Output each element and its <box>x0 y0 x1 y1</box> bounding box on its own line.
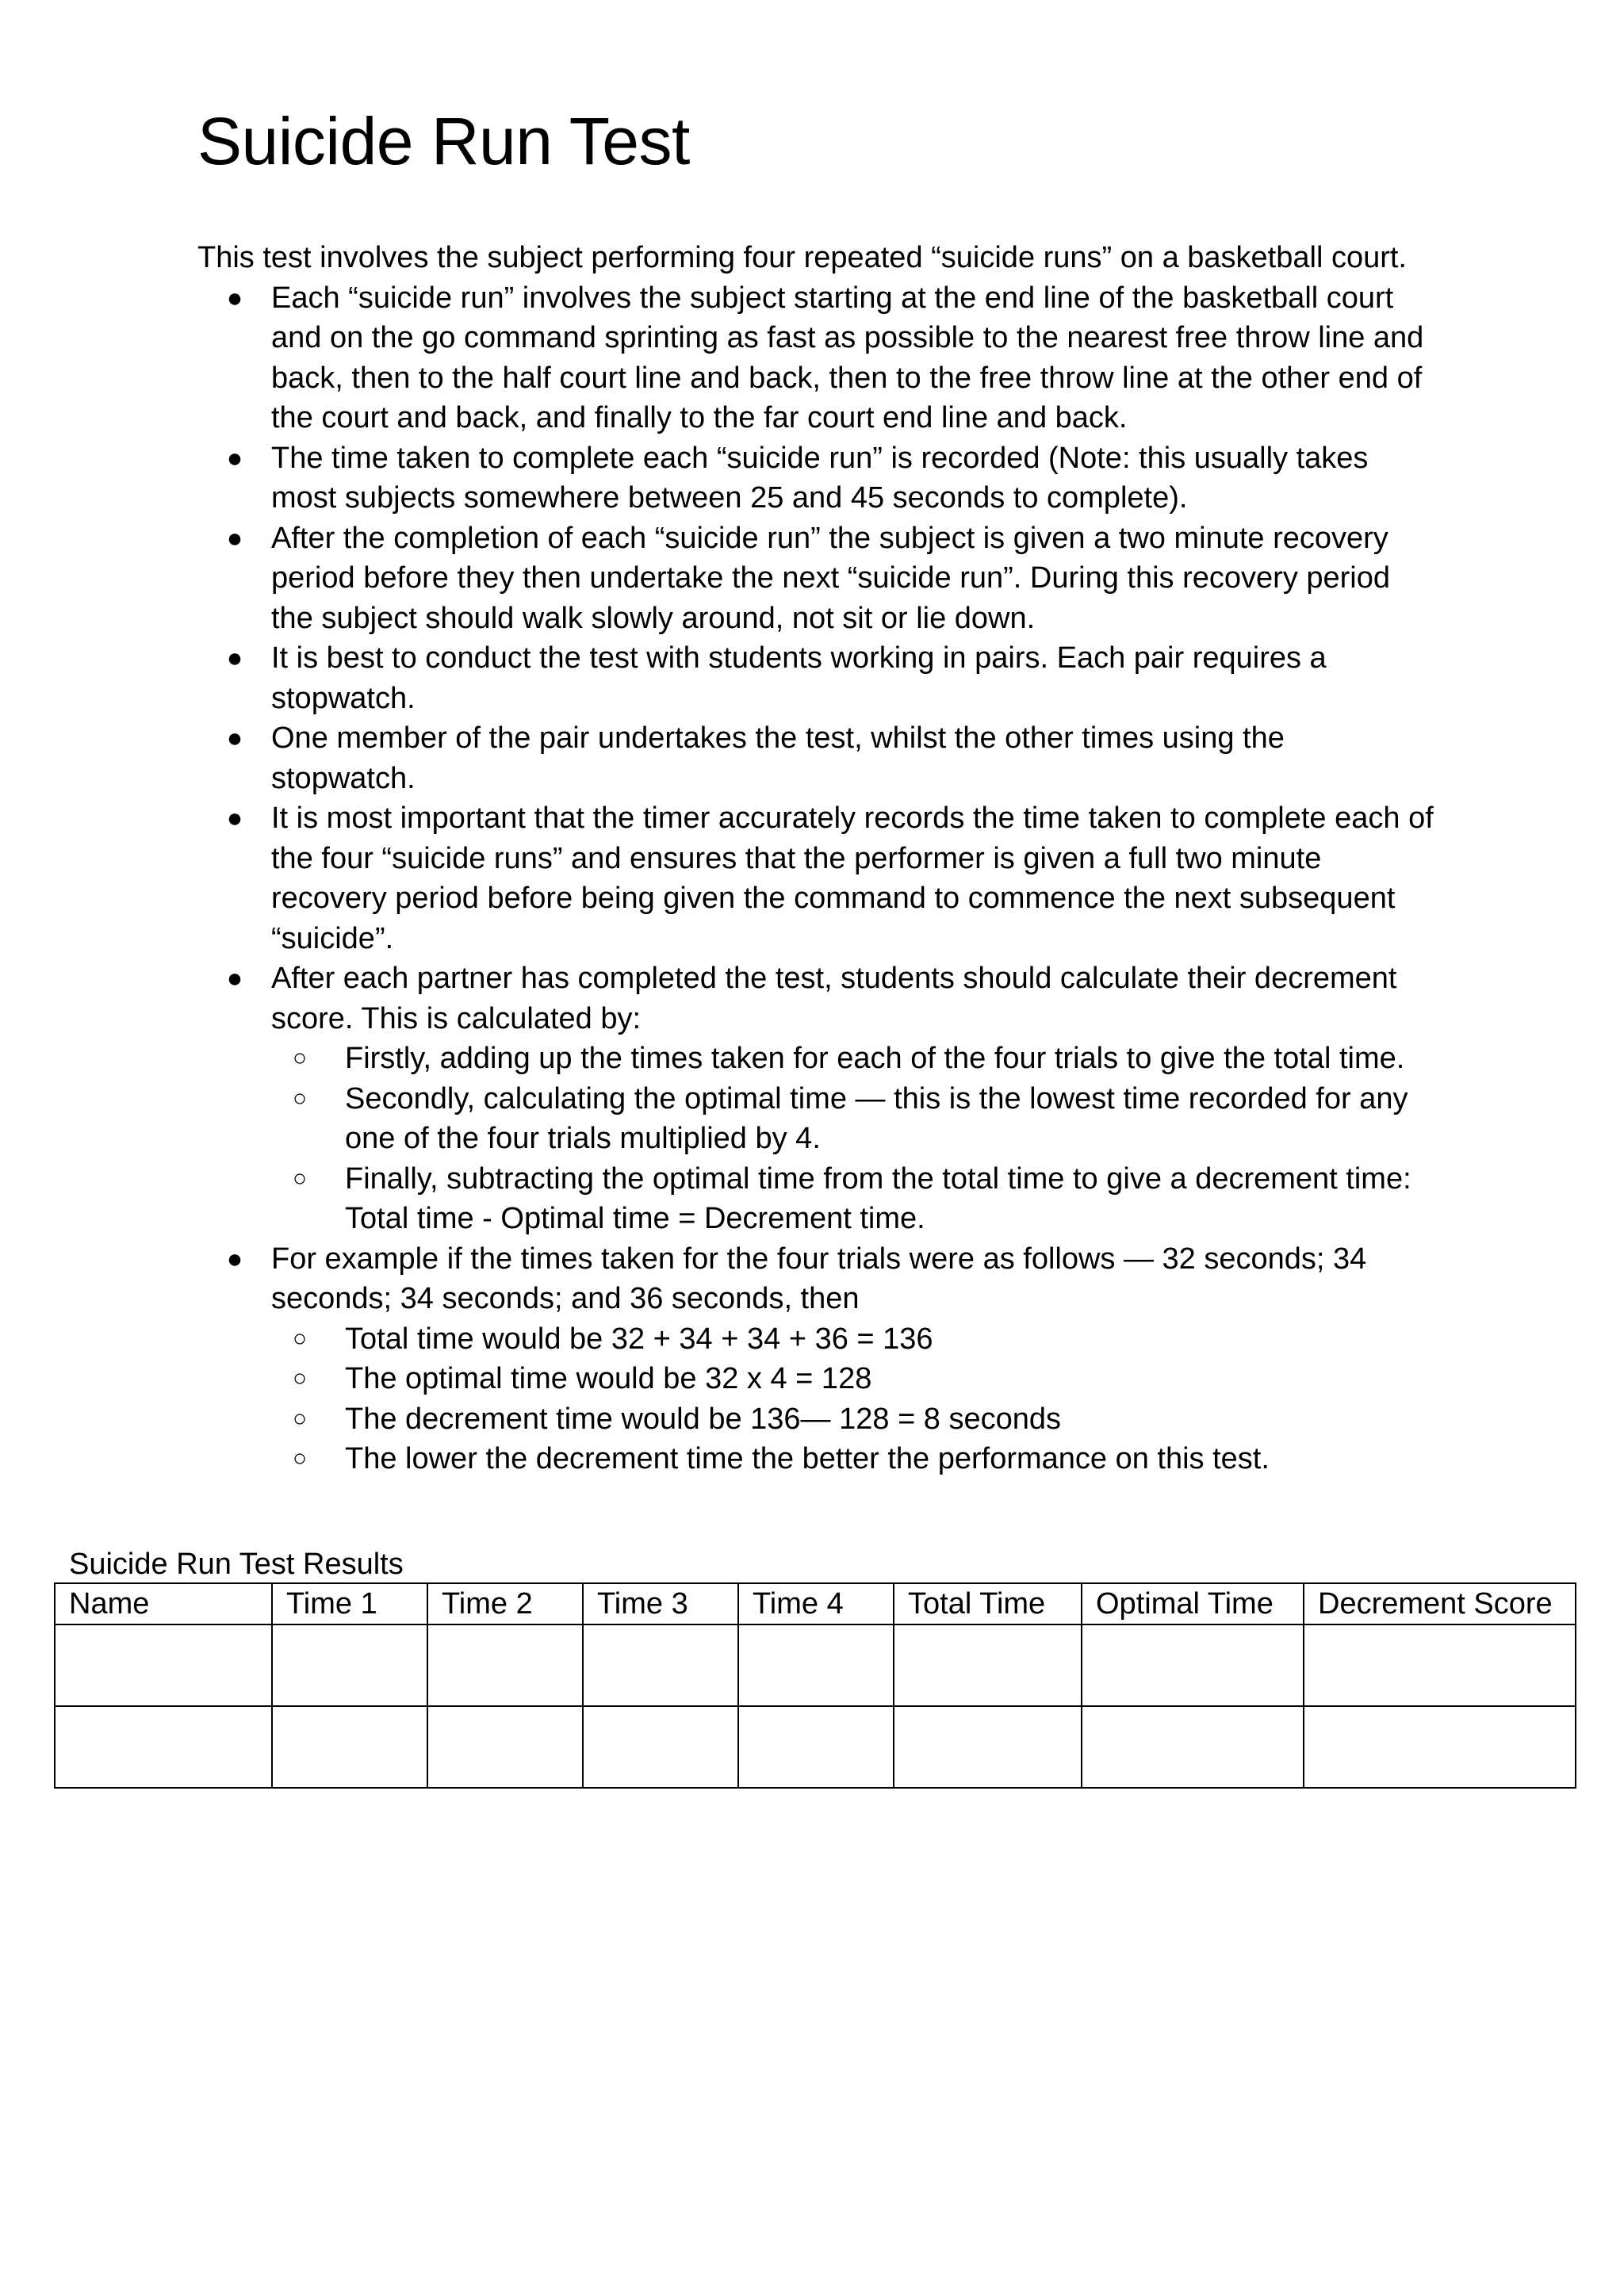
column-header-name: Name <box>55 1583 272 1624</box>
sub-list-item <box>271 1359 1434 1399</box>
document-body <box>197 101 1434 1479</box>
column-header-time-4: Time 4 <box>738 1583 894 1624</box>
table-cell <box>1082 1706 1304 1788</box>
column-header-optimal-time: Optimal Time <box>1082 1583 1304 1624</box>
table-cell <box>427 1706 583 1788</box>
table-cell <box>55 1624 272 1706</box>
sub-list-item <box>271 1079 1434 1159</box>
list-item-text: One member of the pair undertakes the test, whilst the other times using the stopwatch. <box>271 721 1285 795</box>
sub-list-item <box>271 1039 1434 1079</box>
page-title: Suicide Run Test <box>197 104 690 178</box>
table-cell <box>272 1706 427 1788</box>
sub-list-item-text: The optimal time would be 32 x 4 = 128 <box>345 1362 872 1395</box>
list-item <box>197 519 1434 639</box>
list-item <box>197 718 1434 798</box>
instruction-list <box>197 278 1434 1479</box>
circle-bullet-icon: ○ <box>292 1325 308 1352</box>
list-item-text: For example if the times taken for the four trials were as follows — 32 seconds; 34 seconds; 34 seconds; and 36 seconds, then <box>271 1242 1367 1315</box>
table-caption: Suicide Run Test Results <box>69 1548 404 1581</box>
sub-list-item-text: Finally, subtracting the optimal time from the total time to give a decrement time: <box>345 1161 1411 1196</box>
list-item <box>197 959 1434 1239</box>
sub-list-item-text: The lower the decrement time the better the performance on this test. <box>345 1442 1270 1475</box>
bullet-icon: ● <box>226 442 243 473</box>
column-header-time-3: Time 3 <box>583 1583 738 1624</box>
column-header-total-time: Total Time <box>894 1583 1082 1624</box>
sub-list-item <box>271 1319 1434 1360</box>
sub-list-item <box>271 1439 1434 1479</box>
circle-bullet-icon: ○ <box>292 1405 308 1432</box>
list-item <box>197 1239 1434 1479</box>
list-item-text: After each partner has completed the test, students should calculate their decrement score. This is calculated by: <box>271 962 1397 1035</box>
list-item-text: It is best to conduct the test with students working in pairs. Each pair requires a stopwatch. <box>271 641 1327 715</box>
table-cell <box>1082 1624 1304 1706</box>
table-cell <box>583 1706 738 1788</box>
table-row <box>55 1706 1576 1788</box>
column-header-time-1: Time 1 <box>272 1583 427 1624</box>
sub-list-item-text: The decrement time would be 136— 128 = 8 seconds <box>345 1402 1062 1436</box>
bullet-icon: ● <box>226 643 243 673</box>
table-cell <box>894 1624 1082 1706</box>
table-header-row <box>55 1583 1576 1624</box>
table-cell <box>55 1706 272 1788</box>
table-cell <box>583 1624 738 1706</box>
bullet-icon: ● <box>226 522 243 553</box>
table-cell <box>738 1624 894 1706</box>
table-cell <box>427 1624 583 1706</box>
column-header-time-2: Time 2 <box>427 1583 583 1624</box>
list-item <box>197 438 1434 519</box>
table-cell <box>1304 1706 1576 1788</box>
bullet-icon: ● <box>226 723 243 753</box>
intro-paragraph: This test involves the subject performing four repeated “suicide runs” on a basketball court. <box>197 241 1407 274</box>
table-cell <box>1304 1624 1576 1706</box>
list-item-text: Each “suicide run” involves the subject starting at the end line of the basketball court and on the go command sprinting as fast as possible to the nearest free throw line and back, then to the half court line and back, then to the free throw line at the other end of the court and back, and finally to the far court end line and back. <box>271 281 1424 434</box>
circle-bullet-icon: ○ <box>292 1085 308 1112</box>
circle-bullet-icon: ○ <box>292 1365 308 1391</box>
circle-bullet-icon: ○ <box>292 1165 308 1192</box>
calculation-steps-list <box>271 1039 1434 1239</box>
list-item-text: The time taken to complete each “suicide run” is recorded (Note: this usually takes most subjects somewhere between 25 and 45 seconds to complete). <box>271 441 1369 515</box>
bullet-icon: ● <box>226 803 243 833</box>
sub-list-item-text: Firstly, adding up the times taken for each of the four trials to give the total time. <box>345 1042 1405 1075</box>
bullet-icon: ● <box>226 963 243 993</box>
list-item <box>197 638 1434 718</box>
example-list <box>271 1319 1434 1479</box>
circle-bullet-icon: ○ <box>292 1445 308 1471</box>
results-table <box>54 1582 1576 1789</box>
table-cell <box>738 1706 894 1788</box>
table-cell <box>272 1624 427 1706</box>
sub-list-item-text: Secondly, calculating the optimal time — this is the lowest time recorded for any one of the four trials multiplied by 4. <box>345 1081 1408 1155</box>
table-row <box>55 1624 1576 1706</box>
circle-bullet-icon: ○ <box>292 1045 308 1071</box>
decrement-formula: Total time - Optimal time = Decrement time. <box>345 1202 925 1235</box>
list-item-text: After the completion of each “suicide run” the subject is given a two minute recovery period before they then undertake the next “suicide run”. During this recovery period the subject should walk slowly around, not sit or lie down. <box>271 521 1391 635</box>
bullet-icon: ● <box>226 1243 243 1274</box>
table-cell <box>894 1706 1082 1788</box>
sub-list-item <box>271 1159 1434 1239</box>
list-item-text: It is most important that the timer accurately records the time taken to complete each of the four “suicide runs” and ensures that the performer is given a full two minute recovery period before being given the command to commence the next subsequent “suicide”. <box>271 802 1434 955</box>
list-item <box>197 798 1434 959</box>
list-item <box>197 278 1434 438</box>
bullet-icon: ● <box>226 282 243 313</box>
sub-list-item <box>271 1399 1434 1440</box>
sub-list-item-text: Total time would be 32 + 34 + 34 + 36 = 136 <box>345 1322 933 1356</box>
column-header-decrement-score: Decrement Score <box>1304 1583 1576 1624</box>
